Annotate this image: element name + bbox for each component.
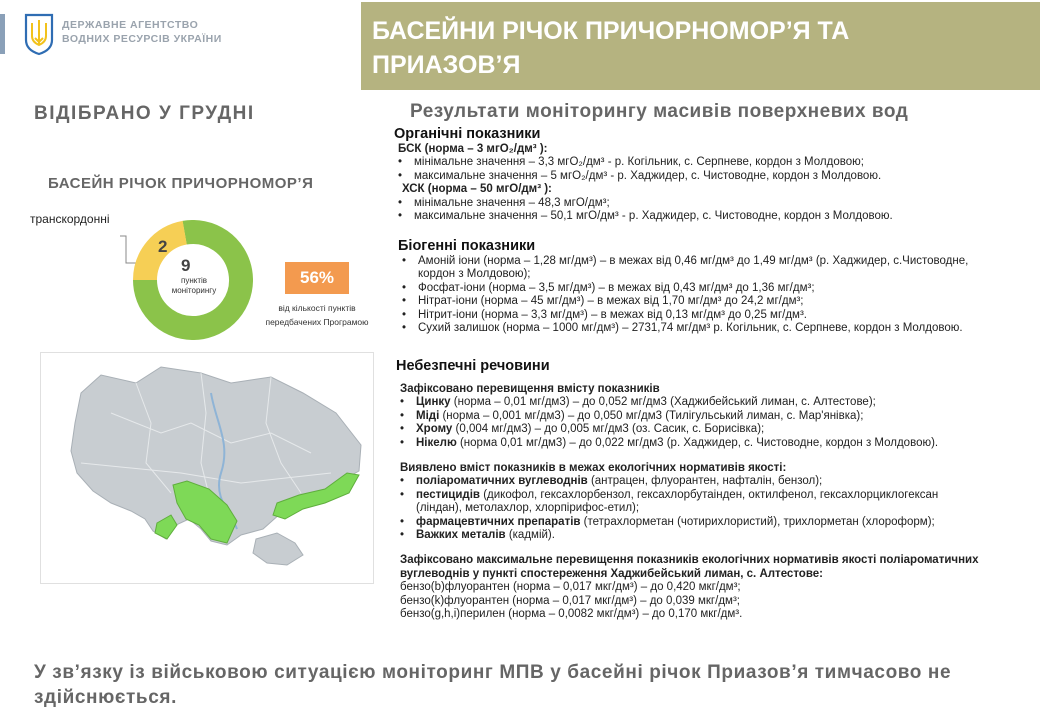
list-item: бензо(b)флуорантен (норма – 0,017 мкг/дм³) – до 0,420 мкг/дм³; [400,581,741,594]
page-title: БАСЕЙНИ РІЧОК ПРИЧОРНОМОР’Я ТА ПРИАЗОВ’Я [372,17,850,79]
trident-emblem-icon [22,12,56,56]
list-item: • Хрому (0,004 мг/дм3) – до 0,005 мг/дм3 (оз. Сасик, с. Борисівка); [400,423,765,436]
hsk-heading: ХСК (норма – 50 мгО/дм³ ): [402,183,552,196]
list-item: бензо(g,h,i)перилен (норма – 0,0082 мкг/дм³) – до 0,170 мкг/дм³. [400,608,743,621]
total-points-count: 9 [181,256,191,275]
list-item: • максимальне значення – 5 мгО₂/дм³ - р. Хаджидер, с. Чистоводне, кордон з Молдовою. [398,169,882,182]
list-item: • пестицидів (дикофол, гексахлорбензол, гексахлорбутаінден, октилфенол, гексахлорциклогексан (ліндан), метолахлор, хлорпірифос-етил); [400,488,939,515]
organic-heading: Органічні показники [394,126,541,142]
percent-badge: 56% [285,262,349,294]
hazardous-heading: Небезпечні речовини [396,358,550,374]
list-item: • мінімальне значення – 3,3 мгО₂/дм³ - р. Когільник, с. Серпневе, кордон з Молдовою; [398,156,864,169]
max-excess-heading: Зафіксовано максимальне перевищення показників екологічних нормативів якості поліароматичних вуглеводнів у пункті спостереження Хаджибейський лиман, с. Алтестове: [400,554,979,580]
list-item: • максимальне значення – 50,1 мгО/дм³ - р. Хаджидер, с. Чистоводне, кордон з Молдовою. [398,210,893,223]
list-item: • Нітрит-іони (норма – 3,3 мг/дм³) – в межах від 0,13 мг/дм³ до 0,25 мг/дм³. [402,308,807,321]
percent-caption: від кількості пунктів передбачених Програмою [265,303,369,327]
list-item: • Фосфат-іони (норма – 3,5 мг/дм³) – в межах від 0,43 мг/дм³ до 1,36 мг/дм³; [402,281,815,294]
transboundary-count: 2 [158,237,168,256]
header-accent-bar [0,14,5,54]
list-item: • Сухий залишок (норма – 1000 мг/дм³) – 2731,74 мг/дм³ р. Когільник, с. Серпневе, кордон з Молдовою. [402,322,963,335]
biogenic-section [398,238,1002,335]
bsk-heading: БСК (норма – 3 мгО₂/дм³ ): [398,143,548,155]
list-item: • Цинку (норма – 0,01 мг/дм3) – до 0,052 мг/дм3 (Хаджибейський лиман, с. Алтестове); [400,396,876,409]
list-item: • Міді (норма – 0,001 мг/дм3) – до 0,050 мг/дм3 (Тилігульський лиман, с. Мар'янівка); [400,409,864,422]
total-points-caption: пунктів моніторингу [171,276,217,295]
ukraine-basin-map [40,352,374,584]
list-item: • Амоній іони (норма – 1,28 мг/дм³) – в межах від 0,46 мг/дм³ до 1,49 мг/дм³ (р. Хаджидер, с.Чистоводне, кордон з Молдовою); [402,255,969,281]
selected-december-heading: ВІДІБРАНО У ГРУДНІ [34,103,255,124]
organic-section [394,126,893,223]
list-item: • мінімальне значення – 48,3 мгО/дм³; [398,196,610,209]
crimea [253,533,303,565]
list-item: • Важких металів (кадмій). [400,529,555,542]
transboundary-label: транскордонні [30,212,110,226]
agency-name: ДЕРЖАВНЕ АГЕНТСТВО ВОДНИХ РЕСУРСІВ УКРАЇНИ [62,19,222,45]
results-heading: Результати моніторингу масивів поверхневих вод [410,101,909,122]
list-item: • Нікелю (норма 0,01 мг/дм3) – до 0,022 мг/дм3 (р. Хаджидер, с. Чистоводне, кордон з Молдовою). [400,436,939,449]
biogenic-heading: Біогенні показники [398,238,536,254]
list-item: • Нітрат-іони (норма – 45 мг/дм³) – в межах від 1,70 мг/дм³ до 24,2 мг/дм³; [402,295,804,308]
bottom-note: У зв’язку із військовою ситуацією моніторинг МПВ у басейні річок Приазов’я тимчасово не здійснюється. [34,662,952,708]
hazardous-section [396,358,1000,622]
list-item: • поліароматичних вуглеводнів (антрацен, флуорантен, нафталін, бензол); [400,475,823,488]
excess-heading: Зафіксовано перевищення вмісту показників [400,383,660,395]
list-item: бензо(k)флуорантен (норма – 0,017 мкг/дм³) – до 0,039 мкг/дм³; [400,594,740,607]
content-heading: Виявлено вміст показників в межах екологічних нормативів якості: [400,462,787,475]
list-item: • фармацевтичних препаратів (тетрахлорметан (чотирихлористий), трихлорметан (хлороформ); [400,515,935,528]
basin-heading: БАСЕЙН РІЧОК ПРИЧОРНОМОР’Я [48,175,314,192]
